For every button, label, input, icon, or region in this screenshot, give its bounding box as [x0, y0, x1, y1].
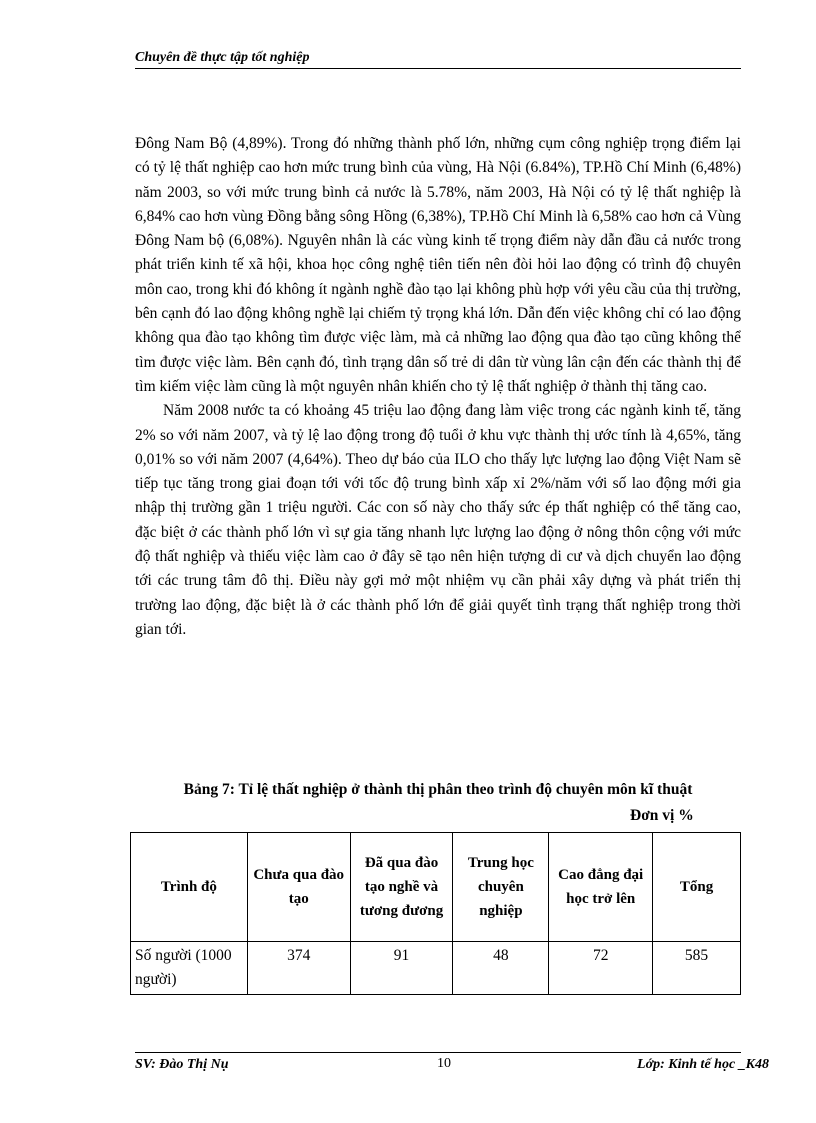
value-vocational: 91: [350, 942, 453, 995]
table-header-row: [131, 833, 741, 942]
header-cell-secondary: Trung học chuyên nghiệp: [453, 833, 549, 942]
page-header-title: Chuyên đề thực tập tốt nghiệp: [135, 50, 741, 69]
footer-page-number: 10: [437, 1056, 451, 1071]
footer-student: SV: Đào Thị Nụ: [135, 1057, 229, 1072]
paragraph-1: Đông Nam Bộ (4,89%). Trong đó những thành phố lớn, những cụm công nghiệp trọng điểm lại có tỷ lệ thất nghiệp cao hơn mức trung bình của vùng, Hà Nội (6.84%), TP.Hồ Chí Minh (6,48%) năm 2003, so với mức trung bình cả nước là 5.78%, năm 2003, Hà Nội có tỷ lệ thất nghiệp là 6,84% cao hơn vùng Đồng bằng sông Hồng (6,38%), TP.Hồ Chí Minh là 6,58% cao hơn cả Vùng Đông Nam bộ (6,08%). Nguyên nhân là các vùng kinh tế trọng điểm này dẫn đầu cả nước trong phát triển kinh tế xã hội, khoa học công nghệ tiên tiến nên đòi hỏi lao động có trình độ chuyên môn cao, trong khi đó không ít ngành nghề đào tạo lại không phù hợp với yêu cầu của thị trường, bên cạnh đó lao động không nghề lại chiếm tỷ trọng khá lớn. Dẫn đến việc không chỉ có lao động không qua đào tạo không tìm được việc làm, mà cả những lao động qua đào tạo cũng không thể tìm được việc làm. Bên cạnh đó, tình trạng dân số trẻ di dân từ vùng lân cận đến các thành thị để tìm kiếm việc làm cũng là một nguyên nhân khiến cho tỷ lệ thất nghiệp ở thành thị tăng cao.: [135, 135, 741, 395]
footer-class: Lớp: Kinh tế học _K48: [637, 1057, 769, 1072]
header-cell-vocational: Đã qua đào tạo nghề và tương đương: [350, 833, 453, 942]
value-total: 585: [653, 942, 741, 995]
header-cell-college: Cao đẳng đại học trở lên: [549, 833, 653, 942]
value-secondary: 48: [453, 942, 549, 995]
paragraph-2: Năm 2008 nước ta có khoảng 45 triệu lao động đang làm việc trong các ngành kinh tế, tăng 2% so với năm 2007, và tỷ lệ lao động trong độ tuổi ở khu vực thành thị ước tính là 4,65%, tăng 0,01% so với năm 2007 (4,64%). Theo dự báo của ILO cho thấy lực lượng lao động Việt Nam sẽ tiếp tục tăng trong giai đoạn tới với tốc độ trung bình xấp xỉ 2%/năm với số lao động mới gia nhập thị trường gần 1 triệu người. Các con số này cho thấy sức ép thất nghiệp có thể tăng cao, đặc biệt ở các thành phố lớn vì sự gia tăng nhanh lực lượng lao động ở nông thôn cộng với mức độ thất nghiệp và thiếu việc làm cao ở đây sẽ tạo nên hiện tượng di cư và dịch chuyển lao động tới các trung tâm đô thị. Điều này gợi mở một nhiệm vụ cần phải xây dựng và phát triển thị trường lao động, đặc biệt là ở các thành phố lớn để giải quyết tình trạng thất nghiệp trong thời gian tới.: [135, 402, 741, 638]
table-title: Bảng 7: Tỉ lệ thất nghiệp ở thành thị phân theo trình độ chuyên môn kĩ thuật: [183, 781, 693, 798]
header-cell-total: Tổng: [653, 833, 741, 942]
header-cell-level: Trình độ: [131, 833, 248, 942]
table-row: [131, 942, 741, 995]
body-text: [135, 132, 741, 642]
value-college: 72: [549, 942, 653, 995]
unemployment-table: [130, 832, 741, 995]
value-untrained: 374: [247, 942, 350, 995]
header-cell-untrained: Chưa qua đào tạo: [247, 833, 350, 942]
table-unit: Đơn vị %: [630, 807, 694, 824]
row-label: Số người (1000 người): [131, 942, 248, 995]
footer-divider: [135, 1052, 741, 1053]
